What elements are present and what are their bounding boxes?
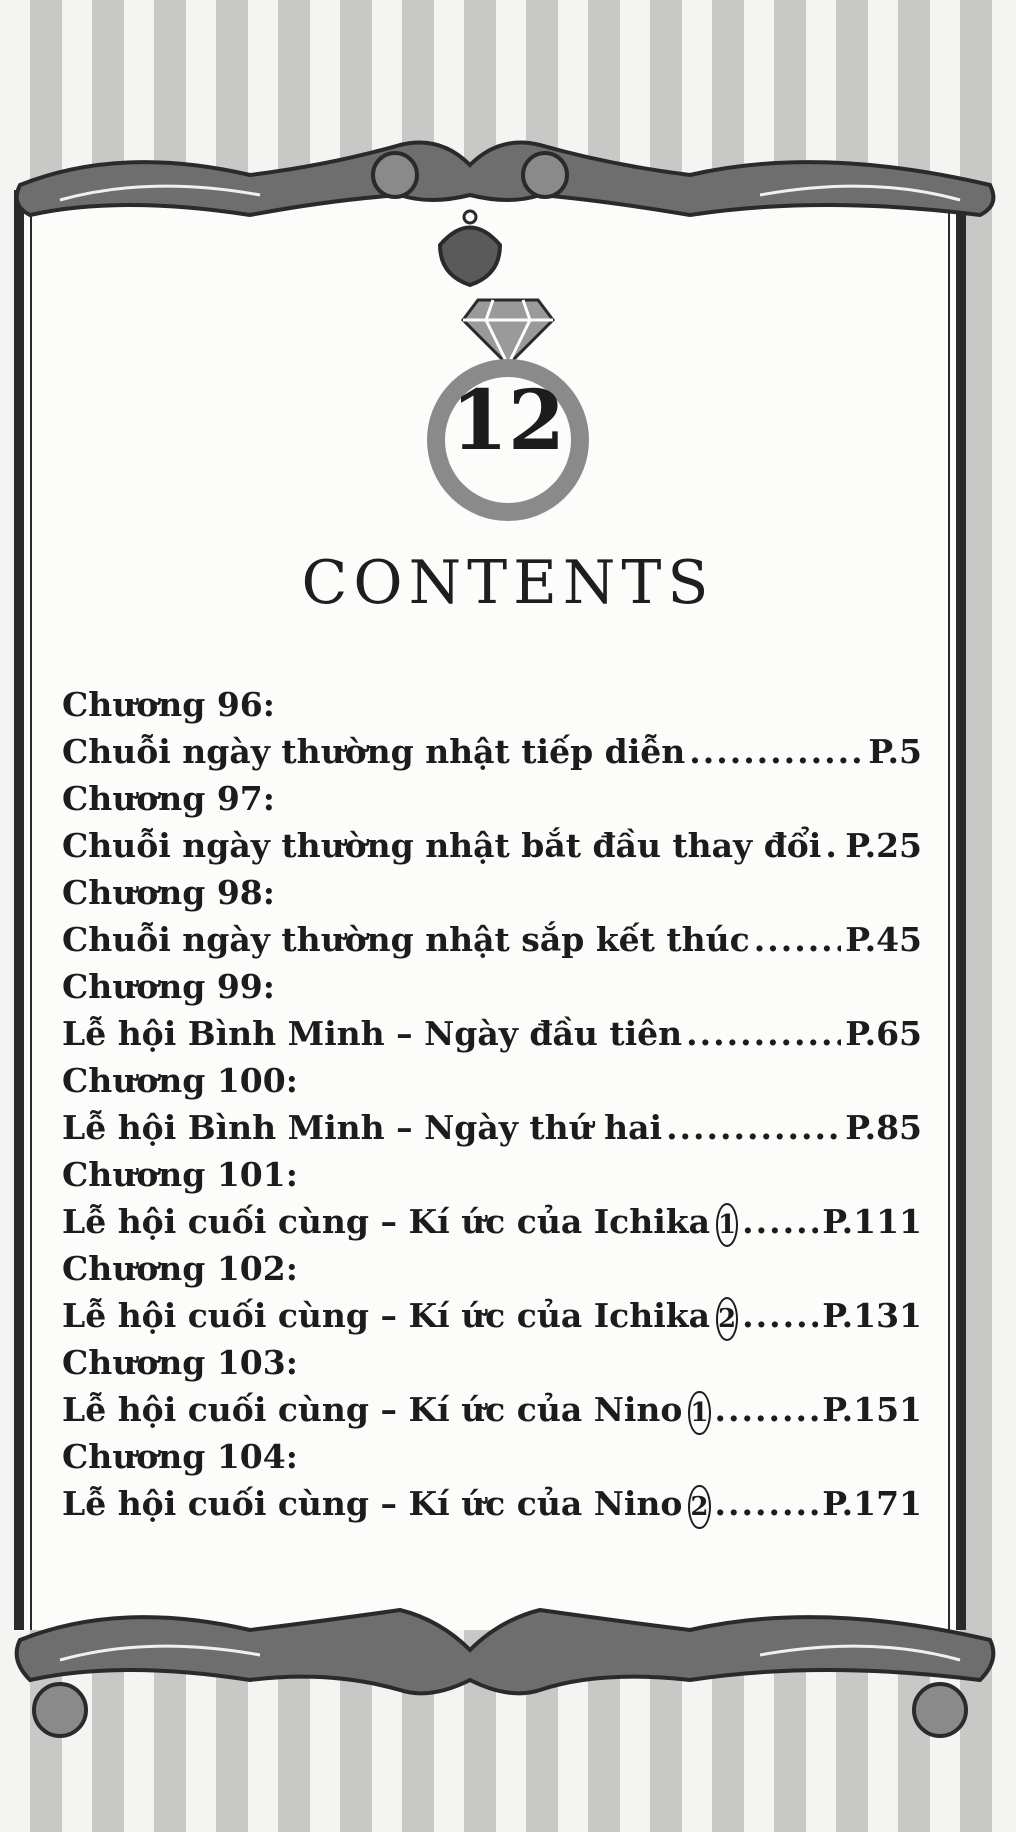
chapter-title: Lễ hội Bình Minh – Ngày thứ hai bbox=[62, 1108, 663, 1147]
chapter-number: Chương 102: bbox=[62, 1249, 298, 1288]
toc-entry[interactable] bbox=[62, 1246, 922, 1340]
chapter-number: Chương 100: bbox=[62, 1061, 298, 1100]
toc-entry[interactable] bbox=[62, 1434, 922, 1528]
chapter-title: Lễ hội cuối cùng – Kí ức của Ichika bbox=[62, 1202, 711, 1241]
chapter-number: Chương 98: bbox=[62, 873, 275, 912]
chapter-number: Chương 97: bbox=[62, 779, 275, 818]
page-number: P.111 bbox=[822, 1202, 922, 1241]
page-number: P.131 bbox=[822, 1296, 922, 1335]
dot-leader bbox=[742, 1292, 818, 1340]
page-number: P.5 bbox=[868, 732, 922, 771]
chapter-number: Chương 96: bbox=[62, 685, 275, 724]
dot-leader bbox=[742, 1198, 818, 1246]
toc-entry[interactable] bbox=[62, 776, 922, 870]
chapter-title: Lễ hội cuối cùng – Kí ức của Nino bbox=[62, 1390, 683, 1429]
toc-entry[interactable] bbox=[62, 1340, 922, 1434]
dot-leader bbox=[825, 822, 841, 870]
circled-number-badge: 2 bbox=[688, 1485, 710, 1529]
page-number: P.25 bbox=[845, 826, 922, 865]
page-number: P.65 bbox=[845, 1014, 922, 1053]
chapter-number: Chương 104: bbox=[62, 1437, 298, 1476]
volume-number: 12 bbox=[450, 373, 566, 469]
chapter-title: Lễ hội cuối cùng – Kí ức của Ichika bbox=[62, 1296, 711, 1335]
chapter-title: Chuỗi ngày thường nhật tiếp diễn bbox=[62, 732, 686, 771]
chapter-title: Lễ hội cuối cùng – Kí ức của Nino bbox=[62, 1484, 683, 1523]
dot-leader bbox=[689, 728, 864, 776]
circled-number-badge: 2 bbox=[716, 1297, 738, 1341]
dot-leader bbox=[754, 916, 842, 964]
toc-entry[interactable] bbox=[62, 870, 922, 964]
toc-entry[interactable] bbox=[62, 682, 922, 776]
page-number: P.85 bbox=[845, 1108, 922, 1147]
dot-leader bbox=[666, 1104, 841, 1152]
chapter-number: Chương 103: bbox=[62, 1343, 298, 1382]
page-title: CONTENTS bbox=[301, 548, 715, 618]
dot-leader bbox=[715, 1386, 819, 1434]
chapter-title: Chuỗi ngày thường nhật sắp kết thúc bbox=[62, 920, 750, 959]
page-number: P.171 bbox=[822, 1484, 922, 1523]
toc-entry[interactable] bbox=[62, 964, 922, 1058]
top-ornament-scroll bbox=[0, 105, 1016, 305]
circled-number-badge: 1 bbox=[688, 1391, 710, 1435]
toc-entry[interactable] bbox=[62, 1152, 922, 1246]
chapter-title: Lễ hội Bình Minh – Ngày đầu tiên bbox=[62, 1014, 683, 1053]
chapter-title: Chuỗi ngày thường nhật bắt đầu thay đổi bbox=[62, 826, 822, 865]
table-of-contents bbox=[62, 682, 922, 1528]
toc-entry[interactable] bbox=[62, 1058, 922, 1152]
dot-leader bbox=[686, 1010, 841, 1058]
bottom-ornament-scroll bbox=[0, 1560, 1016, 1760]
chapter-number: Chương 99: bbox=[62, 967, 275, 1006]
page-number: P.151 bbox=[822, 1390, 922, 1429]
page-number: P.45 bbox=[845, 920, 922, 959]
circled-number-badge: 1 bbox=[716, 1203, 738, 1247]
dot-leader bbox=[715, 1480, 819, 1528]
chapter-number: Chương 101: bbox=[62, 1155, 298, 1194]
